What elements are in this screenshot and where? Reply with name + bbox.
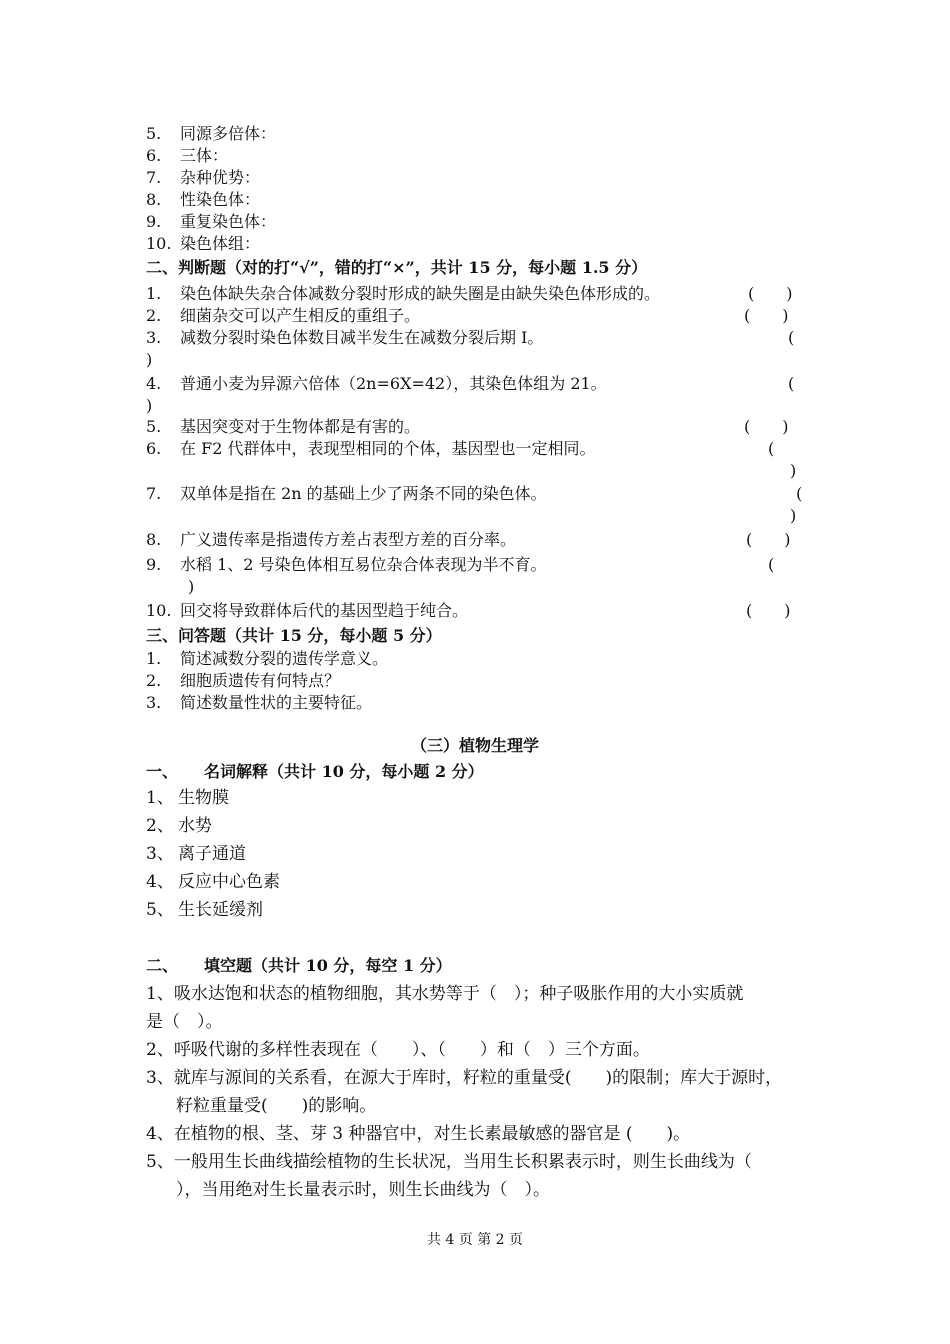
answer-blank-open: ( [788,374,795,393]
item-number: 2、 [146,816,174,836]
item-text: 减数分裂时染色体数目减半发生在减数分裂后期 I。 [180,328,544,347]
item-number: 7. [146,168,162,187]
item-text: 离子通道 [178,844,246,864]
answer-blank-close: ) [188,577,195,596]
answer-blank-close: ) [790,506,797,525]
answer-blank-close: ) [790,461,797,480]
term-item [146,167,260,189]
item-number: 1. [146,649,162,668]
item-text: 双单体是指在 2n 的基础上少了两条不同的染色体。 [180,484,547,503]
item-text: 性染色体： [180,190,261,209]
fill-question-2: 2、呼吸代谢的多样性表现在（ ）、（ ）和（ ）三个方面。 [146,1040,650,1060]
item-text: 染色体组： [180,234,261,253]
term-item [146,899,263,921]
item-number: 2. [146,671,162,690]
qa-item [146,692,372,714]
fill-question-5-line-1: 5、一般用生长曲线描绘植物的生长状况，当用生长积累表示时，则生长曲线为（ [146,1152,752,1172]
judge-item [146,483,547,505]
heading-number: 二、 [146,956,179,975]
item-text: 水势 [178,816,212,836]
item-text: 广义遗传率是指遗传方差占表型方差的百分率。 [180,530,517,549]
judge-item [146,529,516,551]
item-text: 简述减数分裂的遗传学意义。 [180,649,389,668]
item-text: 生长延缓剂 [178,900,263,920]
item-text: 染色体缺失杂合体减数分裂时形成的缺失圈是由缺失染色体形成的。 [180,284,661,303]
answer-blank-open: ( [768,439,775,458]
item-number: 9. [146,555,162,574]
fill-question-4: 4、在植物的根、茎、芽 3 种器官中，对生长素最敏感的器官是 ( )。 [146,1124,691,1144]
section-heading-qa: 三、问答题（共计 15 分，每小题 5 分） [146,626,442,645]
item-text: 基因突变对于生物体都是有害的。 [180,417,421,436]
page-footer: 共 4 页 第 2 页 [426,1232,524,1248]
term-item [146,189,260,211]
qa-item [146,670,340,692]
term-item [146,145,228,167]
item-text: 同源多倍体： [180,124,277,143]
section-heading-judge: 二、判断题（对的打“√”，错的打“×”，共计 15 分，每小题 1.5 分） [146,258,648,277]
answer-blank: ( ) [746,530,791,549]
section-heading-terms [146,761,484,783]
term-item [146,123,276,145]
item-number: 4. [146,374,162,393]
heading-text: 名词解释（共计 10 分，每小题 2 分） [204,762,484,781]
section-heading-fill [146,955,452,977]
item-text: 简述数量性状的主要特征。 [180,693,373,712]
judge-item [146,373,607,395]
item-number: 3、 [146,844,174,864]
answer-blank-open: ( [796,484,803,503]
fill-question-1-line-2: 是（ ）。 [146,1012,223,1032]
item-number: 3. [146,328,162,347]
answer-blank-close: ) [146,350,153,369]
item-text: 细胞质遗传有何特点？ [180,671,341,690]
item-number: 1. [146,284,162,303]
fill-question-3-line-1: 3、就库与源间的关系看，在源大于库时，籽粒的重量受( )的限制；库大于源时， [146,1068,783,1088]
item-number: 9. [146,212,162,231]
item-number: 3. [146,693,162,712]
item-text: 反应中心色素 [178,872,280,892]
item-number: 8. [146,190,162,209]
item-number: 6. [146,146,162,165]
answer-blank-close: ) [146,396,153,415]
item-text: 生物膜 [178,788,229,808]
fill-question-1-line-1: 1、吸水达饱和状态的植物细胞，其水势等于（ ）；种子吸胀作用的大小实质就 [146,984,744,1004]
item-text: 三体： [180,146,229,165]
answer-blank-open: ( [788,328,795,347]
heading-text: 填空题（共计 10 分，每空 1 分） [204,956,452,975]
item-number: 2. [146,306,162,325]
item-text: 水稻 1、2 号染色体相互易位杂合体表现为半不育。 [180,555,547,574]
item-number: 5. [146,417,162,436]
term-item [146,843,246,865]
judge-item [146,600,468,622]
item-number: 5、 [146,900,174,920]
answer-blank: ( ) [748,284,793,303]
item-number: 5. [146,124,162,143]
item-text: 普通小麦为异源六倍体（2n=6X=42），其染色体组为 21。 [180,374,607,393]
answer-blank: ( ) [744,417,789,436]
term-item [146,787,229,809]
item-text: 回交将导致群体后代的基因型趋于纯合。 [180,601,469,620]
item-text: 在 F2 代群体中，表现型相同的个体，基因型也一定相同。 [180,439,596,458]
judge-item [146,438,595,460]
item-number: 4、 [146,872,174,892]
heading-number: 一、 [146,762,179,781]
answer-blank-open: ( [768,555,775,574]
item-number: 8. [146,530,162,549]
judge-item [146,327,543,349]
fill-question-5-line-2: ），当用绝对生长量表示时，则生长曲线为（ ）。 [176,1180,550,1200]
judge-item [146,283,660,305]
item-text: 重复染色体： [180,212,277,231]
term-item [146,211,276,233]
judge-item [146,416,420,438]
answer-blank: ( ) [746,601,791,620]
item-number: 7. [146,484,162,503]
item-number: 10. [146,601,172,620]
qa-item [146,648,388,670]
fill-question-3-line-2: 籽粒重量受( )的影响。 [176,1096,377,1116]
item-number: 6. [146,439,162,458]
item-number: 10. [146,234,172,253]
item-text: 杂种优势： [180,168,261,187]
term-item [146,815,212,837]
term-item [146,233,260,255]
term-item [146,871,280,893]
judge-item [146,554,547,576]
answer-blank: ( ) [744,306,789,325]
subject-title: （三）植物生理学 [410,736,539,755]
judge-item [146,305,420,327]
item-text: 细菌杂交可以产生相反的重组子。 [180,306,421,325]
item-number: 1、 [146,788,174,808]
